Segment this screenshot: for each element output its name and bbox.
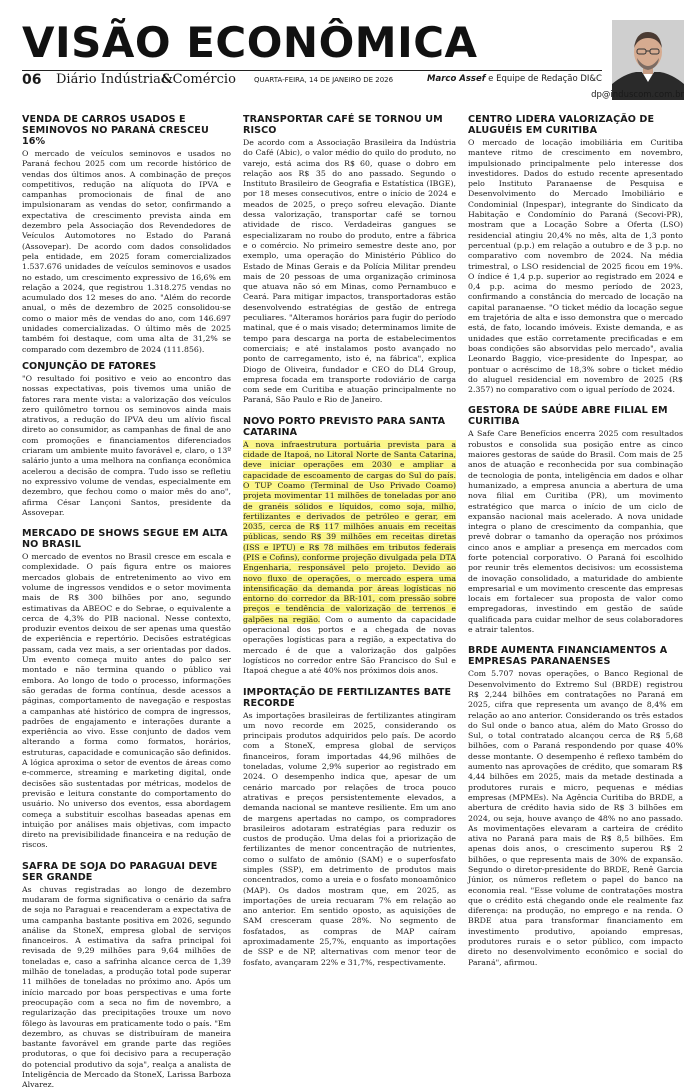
article-body: O mercado de eventos no Brasil cresce em escala e complexidade. O país figura entre os maiores mercados globais de entretenimento ao vivo em volume de ingressos vendidos e o setor movimenta mais de R$ 300 bilhões por ano, segundo estimativas da ABEOC e do Sebrae, o equivalente a cerca de 4,3% do PIB nacional. Nesse contexto, produzir eventos deixou de ser apenas uma questão de experiência e repertório. Decisões estratégicas passam, cada vez mais, a ser orientadas por dados. Um evento começa muito antes do palco ser montado e não termina quando o público vai embora. Ao longo de todo o processo, informações são geradas de forma contínua, desde acessos a páginas, comportamento de navegação e respostas a campanhas até histórico de compra de ingressos, padrões de engajamento e interações durante a experiência ao vivo. Esse conjunto de dados vem alterando a forma como formatos, horários, estruturas, capacidade e comunicação são definidos. A lógica aproxima o setor de eventos de áreas como e-commerce, streaming e marketing digital, onde decisões são sustentadas por métricas, modelos de previsão e leitura constante do comportamento do usuário. No universo dos eventos, essa abordagem começa a substituir escolhas baseadas apenas em intuição por análises mais objetivas, com impacto direto na previsibilidade financeira e na redução de riscos. bbox=[22, 552, 231, 850]
article-body: As chuvas registradas ao longo de dezembro mudaram de forma significativa o cenário da safra de soja no Paraguai e reacenderam a expectativa de uma campanha bastante positiva em 2026, segundo análise da StoneX, empresa global de serviços financeiros. A estimativa da safra principal foi revisada de 9,29 milhões para 9,64 milhões de toneladas e, caso a safrinha alcance cerca de 1,39 milhão de toneladas, a produção total pode superar 11 milhões de toneladas no próximo ano. Após um início marcado por boas perspectivas e uma forte preocupação com a seca no fim de novembro, a regularização das precipitações trouxe um novo fôlego às lavouras em praticamente todo o país. "Em dezembro, as chuvas se distribuíram de maneira bastante favorável em grande parte das regiões produtoras, o que foi decisivo para a recuperação do potencial produtivo da soja", realça a analista de Inteligência de Mercado da StoneX, Larissa Barboza Alvarez. bbox=[22, 884, 231, 1090]
article-body: O mercado de locação imobiliária em Curitiba manteve ritmo de crescimento em novembro, impulsionado principalmente pelo interesse dos investidores. Dados do estudo recente apresentado pelo Instituto Paranaense de Pesquisa e Desenvolvimento do Mercado Imobiliário e Condominial (Inpespar), integrante do Sindicato da Habitação e Condomínio do Paraná (Secovi-PR), mostram que a Locação Sobre a Oferta (LSO) residencial atingiu 20,4% no mês, alta de 1,3 ponto percentual (p.p.) em relação a outubro e de 3 p.p. no comparativo com novembro de 2024. Na média trimestral, o LSO residencial de 2025 ficou em 19%. O índice é 1,4 p.p. superior ao registrado em 2024 e 0,4 p.p. acima do mesmo período de 2023, confirmando a constância do mercado de locação na capital paranaense. "O ticket médio da locação segue em trajetória de alta e isso demonstra que o mercado está, de fato, locando imóveis. Existe demanda, e as unidades que estão corretamente precificadas e em boas condições são absorvidas pelo mercado", avalia Leonardo Baggio, vice-presidente do Inpespar, ao pontuar o acréscimo de 18,3% sobre o ticket médio do aluguel residencial em novembro de 2025 (R$ 2.357) no comparativo com o igual período de 2024. bbox=[468, 138, 683, 395]
author-name: Marco Assef bbox=[427, 74, 486, 84]
article-headline: MERCADO DE SHOWS SEGUE EM ALTA NO BRASIL bbox=[22, 528, 228, 551]
masthead bbox=[22, 10, 612, 70]
article-porto bbox=[243, 416, 456, 677]
article-carros bbox=[22, 114, 231, 518]
article-headline: BRDE AUMENTA FINANCIAMENTOS A EMPRESAS PARANAENSES bbox=[468, 645, 668, 668]
article-body: Com 5.707 novas operações, o Banco Regional de Desenvolvimento do Extremo Sul (BRDE) registrou R$ 2,244 bilhões em contratações no Paraná em 2025, cifra que representa um avanço de 8,4% em relação ao ano anterior. Considerando os três estados do Sul onde o banco atua, além do Mato Grosso do Sul, o total contratado alcançou cerca de R$ 5,68 bilhões, com o Paraná respondendo por quase 40% desse montante. O desempenho é reflexo também do aumento nas aprovações de crédito, que somaram R$ 4,44 bilhões em 2025, mais da metade destinada a produtores rurais e micro, pequenas e médias empresas (MPMEs). Na Agência Curitiba do BRDE, a abertura de crédito havia sido de R$ 3 bilhões em 2024, ou seja, houve avanço de 48% no ano passado. As movimentações elevaram a carteira de crédito ativa no Paraná para mais de R$ 8,5 bilhões. Em apenas dois anos, o crescimento superou R$ 2 bilhões, o que representa mais de 30% de expansão. Segundo o diretor-presidente do BRDE, Renê Garcia Júnior, os números refletem o papel do banco na economia real. "Esse volume de contratações mostra que o crédito está chegando onde ele realmente faz diferença: na produção, no emprego e na renda. O BRDE atua para transformar financiamento em investimento produtivo, apoiando empresas, produtores rurais e o setor público, com impacto direto no desenvolvimento econômico e social do Paraná", afirmou. bbox=[468, 669, 683, 967]
column-3 bbox=[468, 114, 683, 1064]
author-photo bbox=[612, 20, 684, 100]
article-body: "O resultado foi positivo e veio ao encontro das nossas expectativas, pois tivemos uma união de fatores rara mente vista: a valorização dos veículos zero quilômetro tornou os seminovos ainda mais atrativos, a redução do IPVA deu um alívio fiscal direto ao consumidor, as campanhas de final de ano com promoções e financiamentos diferenciados criaram um ambiente muito favorável e, claro, o 13º salário junto a uma melhora na confiança econômica acelerou a decisão de compra. Tudo isso se refletiu no expressivo volume de vendas, especialmente em dezembro, que fechou como o maior mês do ano", afirma César Lançoni Santos, presidente da Assovepar. bbox=[22, 373, 231, 517]
column-2 bbox=[243, 114, 456, 1064]
issue-date: QUARTA-FEIRA, 14 DE JANEIRO DE 2026 bbox=[254, 76, 394, 84]
article-body-rest: Com o aumento da capacidade operacional dos portos e a chegada de novas operações logísticas para a região, a expectativa do mercado é de que a valorização dos galpões logísticos no corredor entre São Francisco do Sul e Itapoá chegue a até 40% nos próximos dois anos. bbox=[243, 614, 456, 676]
newspaper-name-part2: Comércio bbox=[172, 72, 236, 87]
byline-rest: e Equipe de Redação DI&C bbox=[485, 74, 602, 84]
article-headline: IMPORTAÇÃO DE FERTILIZANTES BATE RECORDE bbox=[243, 686, 452, 709]
article-body: A Safe Care Benefícios encerra 2025 com resultados robustos e consolida sua posição entre as cinco maiores gestoras de saúde do Brasil. Com mais de 25 anos de atuação e reconhecida por sua combinação de tecnologia de ponta, inteligência em dados e olhar humanizado, a empresa anuncia a abertura de uma nova filial em Curitiba (PR), um movimento estratégico que marca o início de um ciclo de expansão nacional mais acelerado. A nova unidade integra o plano de crescimento da companhia, que prevê dobrar o tamanho da operação nos próximos cinco anos e ampliar a presença em mercados com forte potencial corporativo. O Paraná foi escolhido por reunir três elementos decisivos: um ecossistema de inovação consolidado, a maturidade do ambiente empresarial e um movimento crescente das empresas locais em fortalecer sua proposta de valor como empregadoras, investindo em gestão de saúde qualificada para cuidar melhor de seus colaboradores e atrair talentos. bbox=[468, 429, 683, 635]
article-soja bbox=[22, 861, 231, 1091]
article-headline: NOVO PORTO PREVISTO PARA SANTA CATARINA bbox=[243, 415, 446, 438]
article-subheading: CONJUNÇÃO DE FATORES bbox=[22, 360, 157, 372]
article-brde bbox=[468, 645, 683, 968]
article-saude bbox=[468, 405, 683, 635]
highlighted-text: A nova infraestrutura portuária prevista para a cidade de Itapoá, no Litoral Norte de Santa Catarina, deve iniciar operações em 2030 e ampliar a capacidade de escoamento de cargas do Sul do país. O TUP Coamo (Terminal de Uso Privado Coamo) projeta movimentar 11 milhões de toneladas por ano de granéis sólidos e líquidos, como soja, milho, fertilizantes e derivados de petróleo e gerar, em 2035, cerca de R$ 117 milhões anuais em receitas públicas, sendo R$ 39 milhões em receitas diretas (ISS e IPTU) e R$ 78 milhões em tributos federais (PIS e Cofins), conforme projeção divulgada pela DTA Engenharia, responsável pelo projeto. Devido ao novo fluxo de operações, o mercado espera uma intensificação da demanda por áreas logísticas no entorno do corredor da BR-101, com pressão sobre preços e tendência de valorização de terrenos e galpões na região. bbox=[243, 439, 456, 624]
byline bbox=[427, 74, 602, 85]
article-headline: TRANSPORTAR CAFÉ SE TORNOU UM RISCO bbox=[243, 114, 443, 136]
article-fertilizantes bbox=[243, 687, 456, 968]
article-cafe bbox=[243, 114, 456, 406]
article-alugueis bbox=[468, 114, 683, 395]
article-body: O mercado de veículos seminovos e usados no Paraná fechou 2025 com um recorde histórico de vendas dos últimos anos. A combinação de preços competitivos, redução na alíquota do IPVA e campanhas promocionais de final de ano impulsionaram as vendas do setor, confirmando a expectativa de crescimento prevista ainda em dezembro pela Associação dos Revendedores de Veículos Automotores no Estado do Paraná (Assovepar). De acordo com dados consolidados pela entidade, em 2025 foram comercializados 1.537.676 unidades de veículos seminovos e usados no estado, um crescimento expressivo de 16,6% em relação a 2024, que registrou 1.318.275 vendas no acumulado dos 12 meses do ano. "Além do recorde anual, o mês de dezembro de 2025 consolidou-se como o maior mês de vendas do ano, com 146.697 unidades comercializadas. O último mês de 2025 também foi destaque, com uma alta de 31,2% se comparado com dezembro de 2024 (111.856). bbox=[22, 149, 231, 354]
article-headline: SAFRA DE SOJA DO PARAGUAI DEVE SER GRANDE bbox=[22, 860, 218, 883]
article-shows bbox=[22, 528, 231, 851]
article-body: De acordo com a Associação Brasileira da Indústria do Café (Abic), o valor médio do quilo do produto, no varejo, está acima dos R$ 60, quase o dobro em relação aos R$ 35 do ano passado. Segundo o Instituto Brasileiro de Geografia e Estatística (IBGE), por 18 meses consecutivos, entre o início de 2024 e meados de 2025, o preço sofreu elevação. Diante dessa valorização, transportar café se tornou atividade de risco. Verdadeiras gangues se especializaram no roubo do produto, entre a fábrica e o comércio. No primeiro semestre deste ano, por exemplo, uma operação do Ministério Público do Estado de Minas Gerais e da Polícia Militar prendeu mais de 20 pessoas de uma organização criminosa que atuava não só em Minas, como Pernambuco e Ceará. Para mitigar impactos, transportadoras estão desenvolvendo estratégias de gestão de entrega peculiares. "Alteramos horários para fugir do período matinal, que é o mais visado; determinamos limite de tempo para descarga na porta de estabelecimentos comerciais; e até instalamos posto avançado no ponto de carregamento, isto é, na fábrica", explica Diogo de Oliveira, fundador e CEO do DL4 Group, empresa focada em transporte rodoviário de carga com sede em Curitiba e atuação principalmente no Paraná, São Paulo e Rio de Janeiro. bbox=[243, 138, 456, 405]
page-number: 06 bbox=[22, 72, 42, 88]
article-headline: VENDA DE CARROS USADOS E SEMINOVOS NO PARANÁ CRESCEU 16% bbox=[22, 114, 209, 147]
article-body: As importações brasileiras de fertilizantes atingiram um novo recorde em 2025, considerando os principais produtos adquiridos pelo país. De acordo com a StoneX, empresa global de serviços financeiros, foram importadas 44,96 milhões de toneladas, volume 2,9% superior ao registrado em 2024. O desempenho indica que, apesar de um cenário marcado por relações de troca pouco atrativas e preços persistentemente elevados, a demanda nacional se manteve resiliente. Em um ano de margens apertadas no campo, os compradores brasileiros adotaram estratégias para reduzir os custos de produção. Uma delas foi a priorização de fertilizantes de menor concentração de nutrientes, como o sulfato de amônio (SAM) e o superfosfato simples (SSP), em detrimento de produtos mais concentrados, como a ureia e o fosfato monoamônico (MAP). Os dados mostram que, em 2025, as importações de ureia recuaram 7% em relação ao ano anterior. Em sentido oposto, as aquisições de SAM cresceram quase 28%. No segmento de fosfatados, as compras de MAP caíram aproximadamente 25,7%, enquanto as importações de SSP e de NP, alternativas com menor teor de fosfato, avançaram 22% e 31,7%, respectivamente. bbox=[243, 710, 456, 967]
newspaper-name-amp: & bbox=[160, 72, 173, 87]
author-portrait-image bbox=[612, 20, 684, 100]
info-bar bbox=[22, 70, 602, 87]
newspaper-name bbox=[56, 72, 236, 88]
article-headline: GESTORA DE SAÚDE ABRE FILIAL EM CURITIBA bbox=[468, 405, 668, 428]
section-title: VISÃO ECONÔMICA bbox=[22, 18, 478, 67]
article-headline: CENTRO LIDERA VALORIZAÇÃO DE ALUGUÉIS EM CURITIBA bbox=[468, 114, 655, 136]
column-1 bbox=[22, 114, 231, 1090]
article-body bbox=[243, 440, 456, 677]
newspaper-name-part1: Diário Indústria bbox=[56, 72, 161, 87]
contact-email[interactable]: dp@induscom.com.br bbox=[591, 90, 684, 100]
